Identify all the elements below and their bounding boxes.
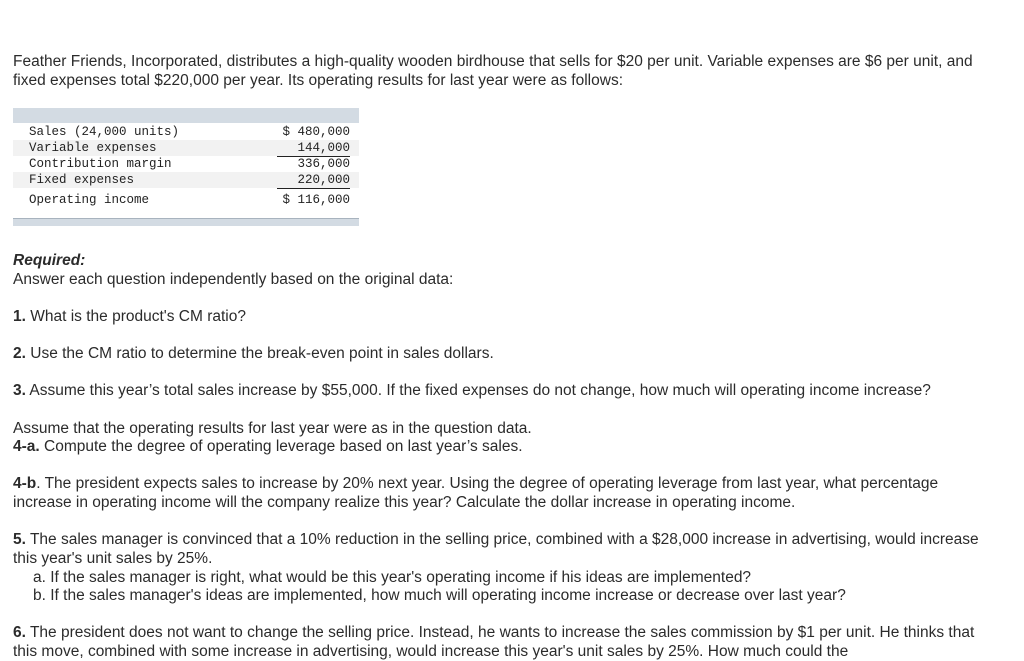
question-1 (13, 307, 1003, 326)
table-header-bar (13, 108, 359, 123)
question-5a: a. If the sales manager is right, what would be this year's operating income if his ideas are implemented? (33, 569, 752, 586)
required-heading: Required: (13, 252, 86, 269)
row-value: $ 480,000 (282, 125, 350, 139)
question-text: Assume this year’s total sales increase by $55,000. If the fixed expenses do not change, how much will operating income increase? (25, 382, 931, 399)
question-text: What is the product's CM ratio? (25, 308, 246, 325)
question-text: Use the CM ratio to determine the break-even point in sales dollars. (25, 345, 494, 362)
table-row (13, 192, 359, 208)
question-number: 6. (13, 624, 26, 641)
row-value: 220,000 (277, 172, 350, 189)
question-4b (13, 474, 953, 512)
question-text: Compute the degree of operating leverage based on last year’s sales. (39, 438, 523, 455)
question-5b: b. If the sales manager's ideas are implemented, how much will operating income increase or decrease over last year? (33, 587, 846, 604)
question-number: 4-a. (13, 438, 40, 455)
table-footer-bar (13, 218, 359, 226)
row-value: 336,000 (297, 157, 350, 171)
row-value: $ 116,000 (282, 193, 350, 207)
question-number: 1. (13, 308, 26, 325)
row-label: Sales (24,000 units) (29, 125, 180, 139)
problem-intro: Feather Friends, Incorporated, distributes a high-quality wooden birdhouse that sells for $20 per unit. Variable expenses are $6 per unit, and fixed expenses total $220,000 per year. Its operating results for last year were as follows: (13, 53, 973, 89)
row-value: 144,000 (277, 140, 350, 157)
question-number: 4-b (13, 475, 37, 492)
row-label: Variable expenses (29, 141, 157, 155)
question-text: . The president expects sales to increase by 20% next year. Using the degree of operating leverage from last year, what percentage increase in operating income will the company realize this year? Calculate the dollar increase in operating income. (13, 475, 939, 511)
table-row (13, 156, 359, 172)
question-6 (13, 623, 988, 661)
question-2 (13, 344, 1003, 363)
question-number: 2. (13, 345, 26, 362)
table-row (13, 140, 359, 156)
question-3 (13, 381, 1003, 400)
question-5 (13, 530, 993, 568)
required-instruction: Answer each question independently based on the original data: (13, 271, 454, 288)
question-4-note: Assume that the operating results for last year were as in the question data. (13, 420, 532, 437)
row-label: Fixed expenses (29, 173, 135, 187)
question-text: The president does not want to change the selling price. Instead, he wants to increase the sales commission by $1 per unit. He thinks that this move, combined with some increase in advertising, would increase this year's unit sales by 25%. How much could the (13, 624, 975, 660)
row-label: Contribution margin (29, 157, 172, 171)
question-number: 3. (13, 382, 26, 399)
question-number: 5. (13, 531, 26, 548)
question-text: The sales manager is convinced that a 10% reduction in the selling price, combined with a $28,000 increase in advertising, would increase this year's unit sales by 25%. (13, 531, 979, 567)
operating-results-table (13, 108, 359, 227)
row-label: Operating income (29, 193, 150, 207)
table-row (13, 124, 359, 140)
table-row (13, 172, 359, 188)
question-4a (13, 437, 1003, 456)
